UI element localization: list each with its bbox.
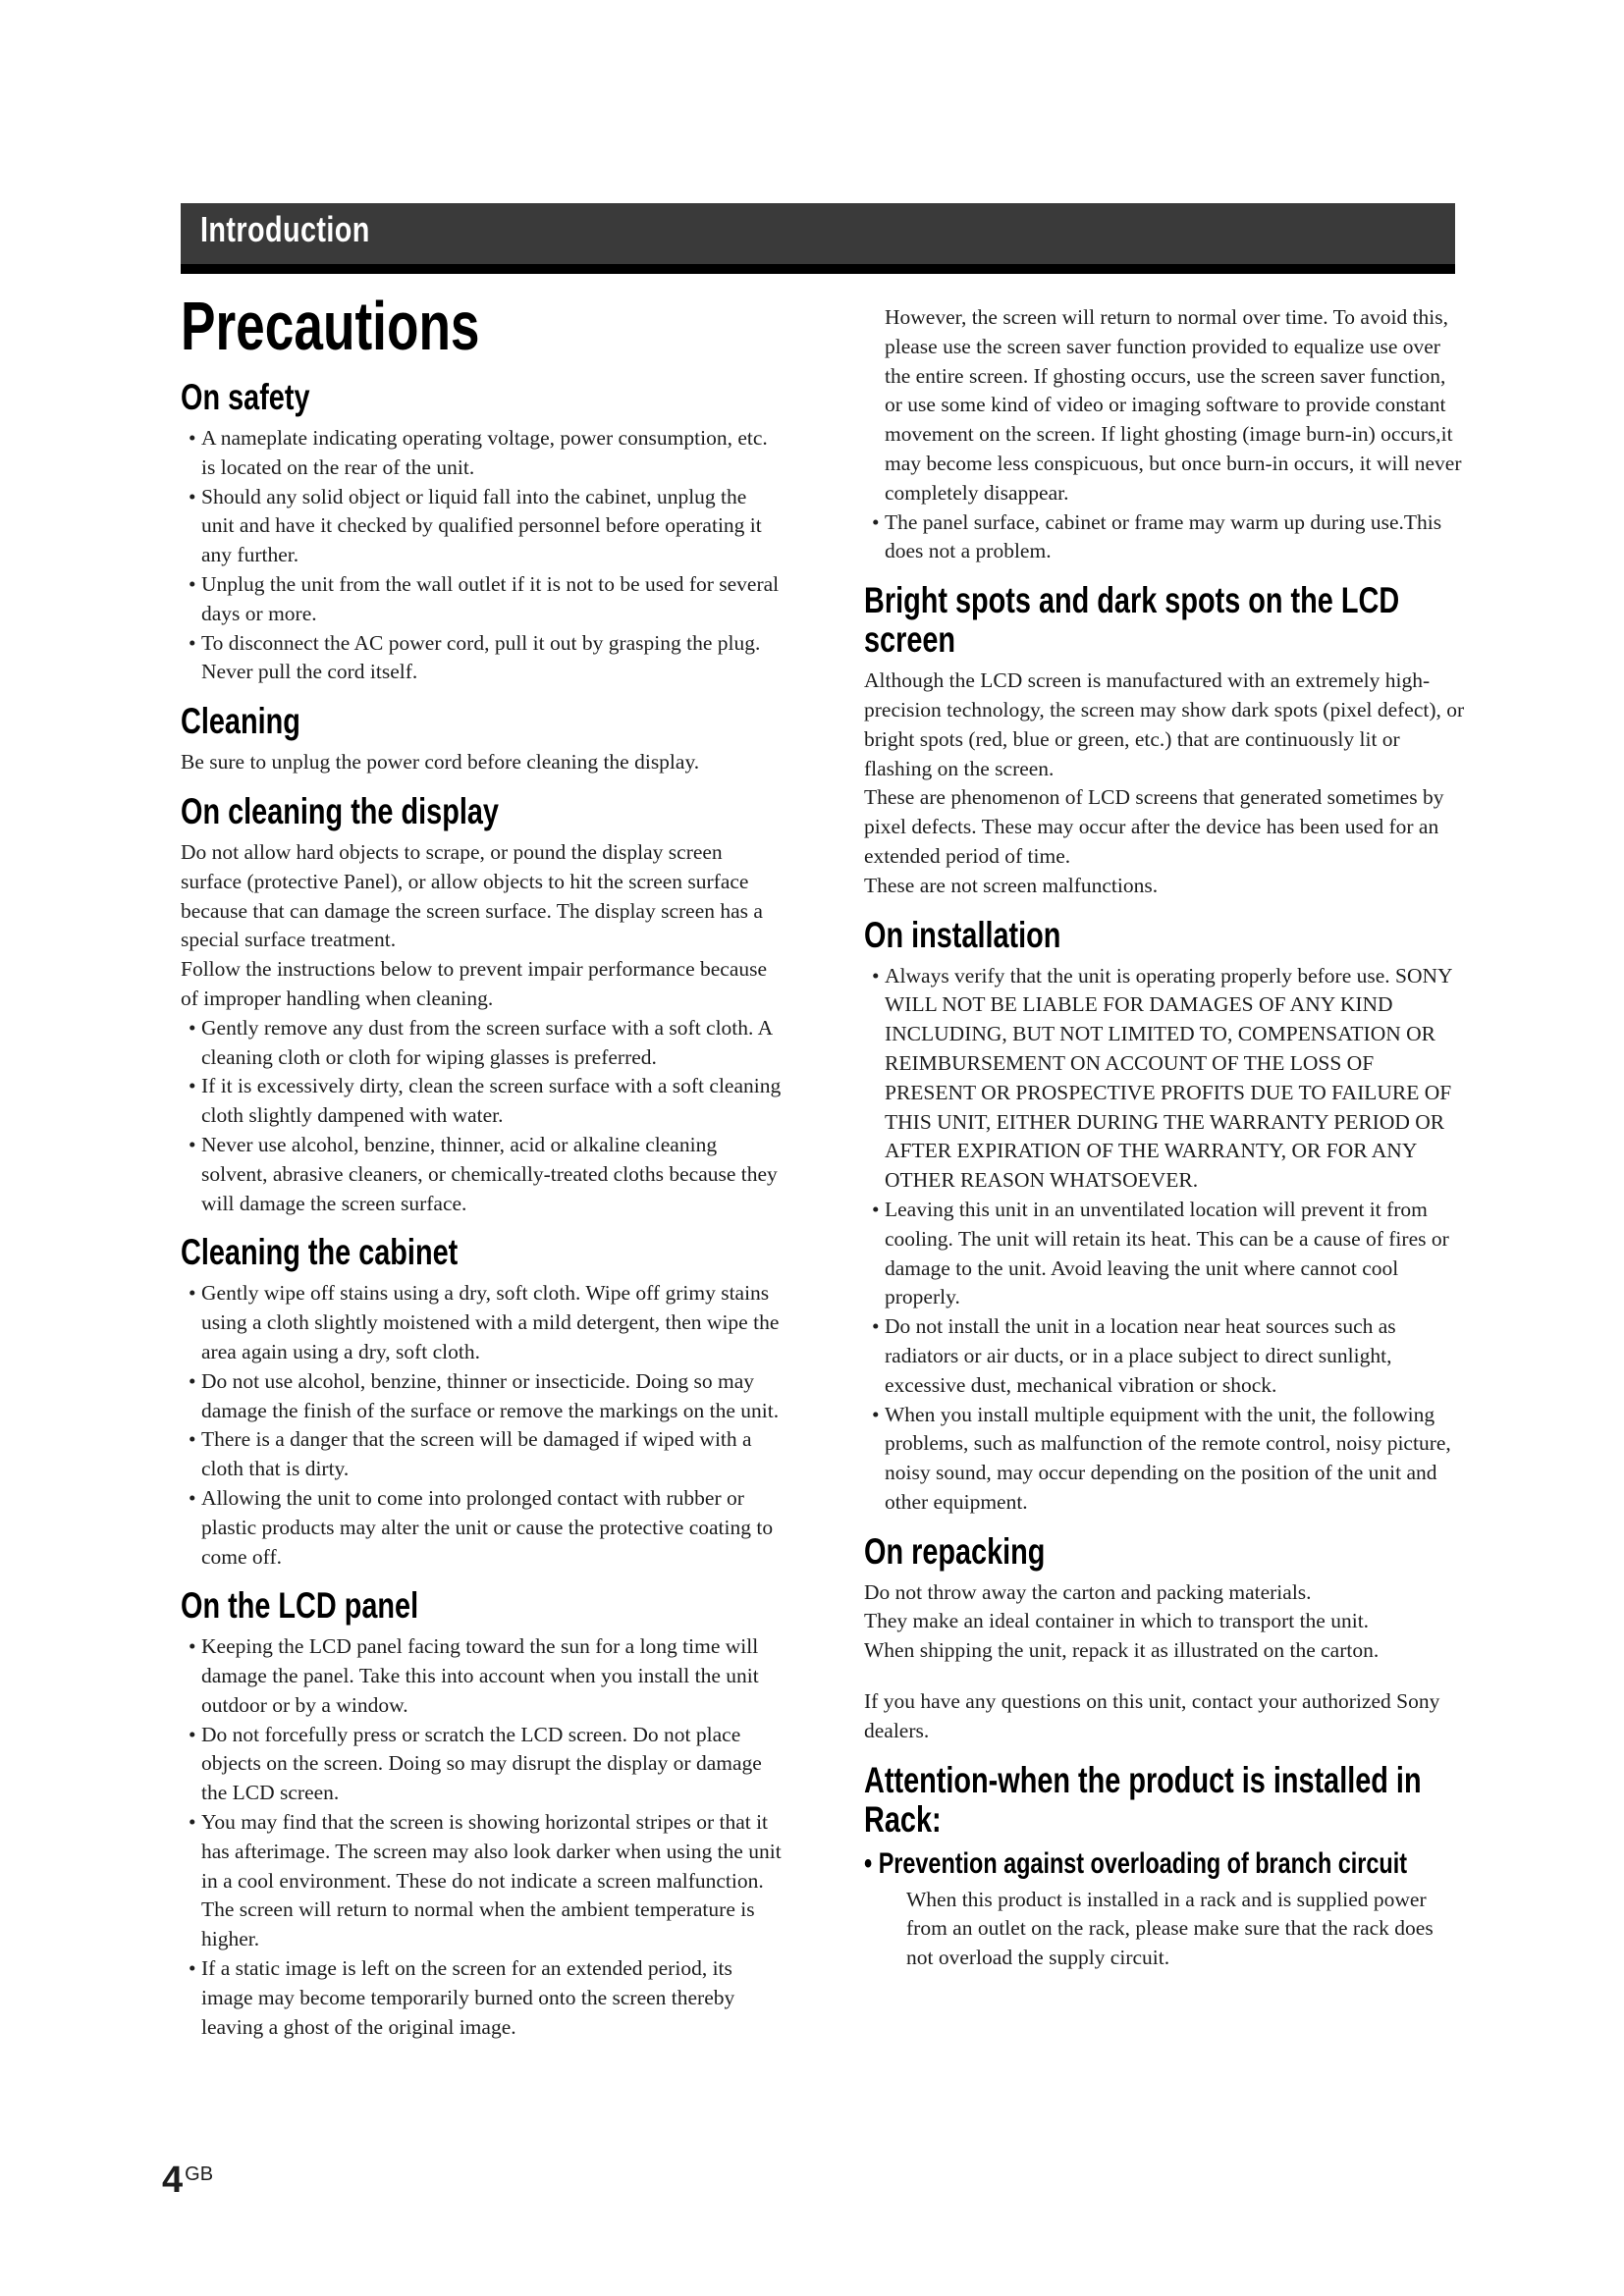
- bright-spots-para-2: These are phenomenon of LCD screens that generated sometimes by pixel defects. These may occur after the device has been used for an extended period of time.: [864, 785, 1444, 868]
- list-item: • When you install multiple equipment with the unit, the following problems, such as malfunction of the remote control, noisy picture, noisy sound, may occur depending on the position of the unit and other equipment.: [864, 1401, 1465, 1518]
- list-item: • Allowing the unit to come into prolonged contact with rubber or plastic products may alter the unit or cause the protective coating to come off.: [181, 1484, 782, 1572]
- cleaning-display-para-2: Follow the instructions below to prevent impair performance because of improper handling when cleaning.: [181, 957, 768, 1010]
- heading-cleaning-cabinet: Cleaning the cabinet: [181, 1232, 459, 1273]
- section-banner: [181, 203, 1455, 274]
- list-item: • Gently remove any dust from the screen surface with a soft cloth. A cleaning cloth or cloth for wiping glasses is preferred.: [181, 1014, 782, 1073]
- list-item: • If it is excessively dirty, clean the screen surface with a soft cleaning cloth slightly dampened with water.: [181, 1072, 782, 1131]
- rack-text: When this product is installed in a rack and is supplied power from an outlet on the rack, please make sure that the rack does not overload the supply circuit.: [906, 1887, 1434, 1970]
- heading-cleaning-display: On cleaning the display: [181, 790, 499, 831]
- page-number: 4: [162, 2160, 184, 2201]
- page-title: Precautions: [181, 288, 480, 364]
- heading-on-safety: On safety: [181, 377, 310, 417]
- right-column: [864, 303, 1465, 1973]
- repacking-line-2: They make an ideal container in which to transport the unit.: [864, 1609, 1370, 1633]
- list-item: • If a static image is left on the screen for an extended period, its image may become temporarily burned onto the screen thereby leaving a ghost of the original image.: [181, 1954, 782, 2042]
- subheading-branch-circuit: • Prevention against overloading of branch circuit: [864, 1846, 1408, 1880]
- burn-in-continuation: However, the screen will return to normal over time. To avoid this, please use the screen saver function provided to equalize use over the entire screen. If ghosting occurs, use the screen saver function, or use some kind of video or imaging software to provide constant movement on the screen. If light ghosting (image burn-in) occurs,it may become less conspicuous, but once burn-in occurs, it will never completely disappear.: [885, 305, 1462, 505]
- bright-spots-para-1: Although the LCD screen is manufactured with an extremely high-precision technology, the screen may show dark spots (pixel defect), or bright spots (red, blue or green, etc.) that are continuously lit or flashing on the screen.: [864, 668, 1465, 780]
- list-item: • Should any solid object or liquid fall into the cabinet, unplug the unit and have it checked by qualified personnel before operating it any further.: [181, 483, 782, 570]
- left-column: [181, 378, 782, 2042]
- list-item: • There is a danger that the screen will be damaged if wiped with a cloth that is dirty.: [181, 1425, 782, 1484]
- list-item: • A nameplate indicating operating voltage, power consumption, etc. is located on the rear of the unit.: [181, 424, 782, 483]
- heading-rack: Attention-when the product is installed in Rack:: [864, 1759, 1422, 1840]
- contact-dealer-text: If you have any questions on this unit, contact your authorized Sony dealers.: [864, 1689, 1440, 1742]
- heading-bright-spots: Bright spots and dark spots on the LCD screen: [864, 580, 1400, 661]
- repacking-line-1: Do not throw away the carton and packing materials.: [864, 1579, 1312, 1604]
- page-suffix: GB: [185, 2163, 214, 2185]
- repacking-line-3: When shipping the unit, repack it as illustrated on the carton.: [864, 1638, 1380, 1663]
- list-item: • You may find that the screen is showing horizontal stripes or that it has afterimage. The screen may also look darker when using the unit in a cool environment. These do not indicate a screen malfunction. The screen will return to normal when the ambient temperature is higher.: [181, 1808, 782, 1954]
- list-item: • Gently wipe off stains using a dry, soft cloth. Wipe off grimy stains using a cloth slightly moistened with a mild detergent, then wipe the area again using a dry, soft cloth.: [181, 1279, 782, 1366]
- continuation-list: [864, 508, 1465, 567]
- cleaning-cabinet-list: [181, 1279, 782, 1572]
- cleaning-display-list: [181, 1014, 782, 1219]
- heading-repacking: On repacking: [864, 1530, 1046, 1572]
- installation-list: [864, 962, 1465, 1518]
- list-item: • Leaving this unit in an unventilated location will prevent it from cooling. The unit will retain its heat. This can be a cause of fires or damage to the unit. Avoid leaving the unit where cannot cool properly.: [864, 1196, 1465, 1312]
- list-item: • Never use alcohol, benzine, thinner, acid or alkaline cleaning solvent, abrasive cleaners, or chemically-treated cloths because they will damage the screen surface.: [181, 1131, 782, 1218]
- list-item: • Always verify that the unit is operating properly before use. SONY WILL NOT BE LIABLE FOR DAMAGES OF ANY KIND INCLUDING, BUT NOT LIMITED TO, COMPENSATION OR REIMBURSEMENT ON ACCOUNT OF THE LOSS OF PRESENT OR PROSPECTIVE PROFITS DUE TO FAILURE OF THIS UNIT, EITHER DURING THE WARRANTY PERIOD OR AFTER EXPIRATION OF THE WARRANTY, OR FOR ANY OTHER REASON WHATSOEVER.: [864, 962, 1465, 1196]
- list-item: • The panel surface, cabinet or frame may warm up during use.This does not a problem.: [864, 508, 1465, 567]
- heading-lcd-panel: On the LCD panel: [181, 1585, 419, 1627]
- page-footer: [162, 2160, 213, 2202]
- cleaning-text: Be sure to unplug the power cord before cleaning the display.: [181, 750, 700, 774]
- heading-installation: On installation: [864, 914, 1061, 955]
- banner-title: Introduction: [200, 209, 370, 249]
- list-item: • Do not install the unit in a location near heat sources such as radiators or air ducts, or in a place subject to direct sunlight, excessive dust, mechanical vibration or shock.: [864, 1312, 1465, 1400]
- lcd-panel-list: [181, 1632, 782, 2042]
- list-item: • Do not use alcohol, benzine, thinner or insecticide. Doing so may damage the finish of the surface or remove the markings on the unit.: [181, 1367, 782, 1426]
- safety-list: [181, 424, 782, 687]
- heading-cleaning: Cleaning: [181, 701, 300, 742]
- list-item: • To disconnect the AC power cord, pull it out by grasping the plug. Never pull the cord itself.: [181, 629, 782, 688]
- list-item: • Do not forcefully press or scratch the LCD screen. Do not place objects on the screen. Doing so may disrupt the display or damage the LCD screen.: [181, 1721, 782, 1808]
- list-item: • Unplug the unit from the wall outlet if it is not to be used for several days or more.: [181, 570, 782, 629]
- list-item: • Keeping the LCD panel facing toward the sun for a long time will damage the panel. Take this into account when you install the unit outdoor or by a window.: [181, 1632, 782, 1720]
- cleaning-display-para-1: Do not allow hard objects to scrape, or pound the display screen surface (protective Panel), or allow objects to hit the screen surface because that can damage the screen surface. The display screen has a special surface treatment.: [181, 839, 763, 952]
- bright-spots-para-3: These are not screen malfunctions.: [864, 873, 1159, 897]
